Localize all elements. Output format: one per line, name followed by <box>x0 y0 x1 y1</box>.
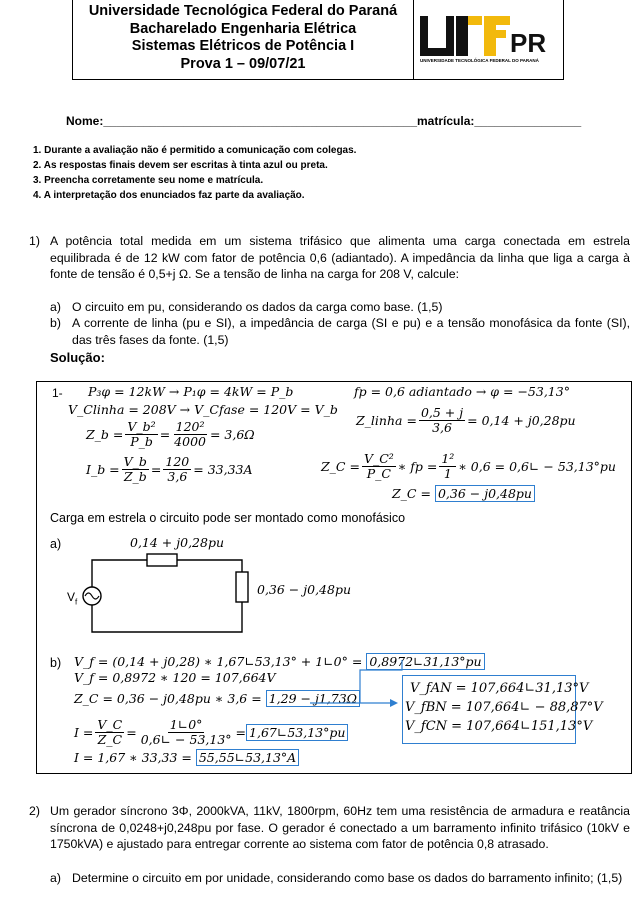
logo-subtitle: UNIVERSIDADE TECNOLÓGICA FEDERAL DO PARANÁ <box>420 58 539 63</box>
i-eq: = <box>126 725 137 740</box>
zline-num: 0,5 + j <box>420 405 464 420</box>
i-si-lhs: I = 1,67 ∗ 33,33 = <box>74 750 192 765</box>
eq-power: P₃φ = 12kW → P₁φ = 4kW = P_b <box>88 384 294 399</box>
q2-text: Um gerador síncrono 3Φ, 2000kVA, 11kV, 1800rpm, 60Hz tem uma resistência de armadura e reatância síncrona de 0,0248+j0,248pu por fase. O gerador é conectado a um barramento infinito trifásico (10kV e 1750kVA) e ajustado para entregar corrente ao sistema com fator de potência 0,8 atrasado. <box>50 804 630 852</box>
q1-text: A potência total medida em um sistema trifásico que alimenta uma carga conectada em estrela equilibrada é de 12 kW com fator de potência 0,6 (adiantado). A impedância da linha que liga a carga à fonte de tensão é 0,5+j Ω. Se a tensão de linha na carga for 208 V, calcule: <box>50 234 630 282</box>
vf-bn: V_fBN = 107,664∟ − 88,87°V <box>405 700 603 715</box>
zline-result: = 0,14 + j0,28pu <box>467 413 576 428</box>
eq-zline <box>356 406 576 435</box>
zc-frac-1 <box>362 452 396 481</box>
vf-cn: V_fCN = 107,664∟151,13°V <box>405 719 593 734</box>
svg-text:PR: PR <box>510 28 547 58</box>
exam-rules <box>33 143 356 203</box>
zc-answer-box: 0,36 − j0,48pu <box>435 485 535 502</box>
zc-mid: ∗ fp = <box>397 459 438 474</box>
zline-den: 3,6 <box>432 420 452 435</box>
vf-an: V_fAN = 107,664∟31,13°V <box>410 681 589 696</box>
university-name: Universidade Tecnológica Federal do Paraná <box>88 3 398 19</box>
university-logo <box>414 0 563 79</box>
zc-num: V_C² <box>363 451 394 466</box>
q1-a-text: O circuito em pu, considerando os dados da carga como base. (1,5) <box>72 300 443 314</box>
ib-den2: 3,6 <box>167 469 188 484</box>
i-si-answer-box: 55,55∟53,13°A <box>196 749 299 766</box>
zc-frac-2 <box>439 452 456 481</box>
eq-current-pu <box>74 718 348 747</box>
zc-den: P_C <box>366 466 391 481</box>
id-label: matrícula: <box>417 114 475 128</box>
zb-num: V_b² <box>127 419 156 434</box>
zb-den2: 4000 <box>174 434 206 449</box>
q2-a-text: Determine o circuito em por unidade, considerando como base os dados do barramento infinito; (1,5) <box>72 871 623 885</box>
zc-lhs: Z_C = <box>321 459 360 474</box>
ib-den: Z_b <box>123 469 147 484</box>
zb-eq: = <box>159 427 171 442</box>
eq-zc <box>321 452 616 481</box>
zb-frac-2 <box>172 420 208 449</box>
q2-number: 2) <box>29 804 40 818</box>
i-frac-2 <box>139 718 234 747</box>
ib-lhs: I_b = <box>86 462 120 477</box>
student-info-line <box>66 114 581 128</box>
vf-pu-lhs: V_f = (0,14 + j0,28) ∗ 1,67∟53,13° + 1∟0° = <box>74 654 363 669</box>
zb-lhs: Z_b = <box>86 427 124 442</box>
rule-item: 1. Durante a avaliação não é permitido a comunicação com colegas. <box>33 145 357 156</box>
i-num2: 1∟0° <box>169 717 203 732</box>
zb-result: = 3,6Ω <box>209 427 255 442</box>
solution-label: Solução: <box>50 350 105 365</box>
ib-result: = 33,33A <box>193 462 253 477</box>
rule-item: 3. Preencha corretamente seu nome e matrícula. <box>33 175 264 186</box>
i-frac-1 <box>95 718 124 747</box>
zline-frac <box>419 406 465 435</box>
rule-item: 4. A interpretação dos enunciados faz parte da avaliação. <box>33 190 305 201</box>
eq-current-si <box>74 750 299 765</box>
zc2-lhs: Z_C = <box>392 486 431 501</box>
name-field[interactable]: _______________________________________________ <box>103 114 418 128</box>
header-text <box>73 0 414 79</box>
q1-a-label: a) <box>50 300 61 314</box>
eq-vf-pu <box>74 654 485 669</box>
eq-zb <box>86 420 255 449</box>
zc-den2: 1 <box>443 466 452 481</box>
solution-item-number: 1- <box>52 386 63 400</box>
header-table <box>72 0 564 80</box>
line-impedance-resistor <box>147 554 177 566</box>
circuit-vf-label <box>67 590 77 606</box>
zb-frac-1 <box>125 420 157 449</box>
i-den2: 0,6∟ − 53,13° <box>140 732 232 747</box>
circuit-note: Carga em estrela o circuito pode ser montado como monofásico <box>50 511 406 525</box>
q1-b-label: b) <box>50 316 61 330</box>
ib-num2: 120 <box>165 454 190 469</box>
arrow-to-phase-voltages <box>300 660 410 710</box>
rule-item: 2. As respostas finais devem ser escritas à tinta azul ou preta. <box>33 160 328 171</box>
i-eq2: = <box>235 725 247 740</box>
name-label: Nome: <box>66 114 104 128</box>
i-pu-answer-box: 1,67∟53,13°pu <box>246 724 348 741</box>
zc-si-lhs: Z_C = 0,36 − j0,48pu ∗ 3,6 = <box>74 691 262 706</box>
circuit-zload-label: 0,36 − j0,48pu <box>257 582 352 597</box>
zline-lhs: Z_linha = <box>356 413 417 428</box>
eq-ib <box>86 455 253 484</box>
utfpr-logo-mark <box>414 0 562 78</box>
vf-subscript: f <box>75 597 78 607</box>
ib-eq: = <box>150 462 162 477</box>
ib-frac-1 <box>122 455 149 484</box>
i-den: Z_C <box>97 732 123 747</box>
ib-num: V_b <box>123 454 147 469</box>
zb-den: P_b <box>130 434 153 449</box>
q1-number: 1) <box>29 234 40 248</box>
q1-b-text: A corrente de linha (pu e SI), a impedância de carga (SI e pu) e a tensão monofásica da fonte (SI), das três fases da fonte. (1,5) <box>72 316 630 347</box>
vf-symbol: V <box>67 590 76 604</box>
eq-vf-si: V_f = 0,8972 ∗ 120 = 107,664V <box>74 670 276 685</box>
part-a-label: a) <box>50 537 62 551</box>
eq-voltage: V_Clinha = 208V → V_Cfase = 120V = V_b <box>68 402 338 417</box>
eq-zc-rect <box>392 486 535 501</box>
id-field[interactable]: ________________ <box>474 114 582 128</box>
zc-si-answer-box: 1,29 − j1,73Ω <box>266 690 360 707</box>
ib-frac-2 <box>163 455 191 484</box>
i-num: V_C <box>97 717 123 732</box>
q2-a-label: a) <box>50 871 61 885</box>
part-b-label: b) <box>50 656 62 670</box>
zb-num2: 120² <box>175 419 205 434</box>
i-lhs: I = <box>74 725 94 740</box>
zc-result: ∗ 0,6 = 0,6∟ − 53,13°pu <box>458 459 616 474</box>
subject-name: Sistemas Elétricos de Potência I <box>131 38 355 54</box>
zc-num2: 1² <box>441 451 455 466</box>
course-name: Bacharelado Engenharia Elétrica <box>129 20 357 37</box>
exam-title: Prova 1 – 09/07/21 <box>180 55 306 72</box>
load-impedance-resistor <box>236 572 248 602</box>
circuit-zline-label: 0,14 + j0,28pu <box>130 535 225 550</box>
eq-power-factor: fp = 0,6 adiantado → φ = −53,13° <box>354 384 570 399</box>
vf-pu-answer-box: 0,8972∟31,13°pu <box>366 653 484 670</box>
